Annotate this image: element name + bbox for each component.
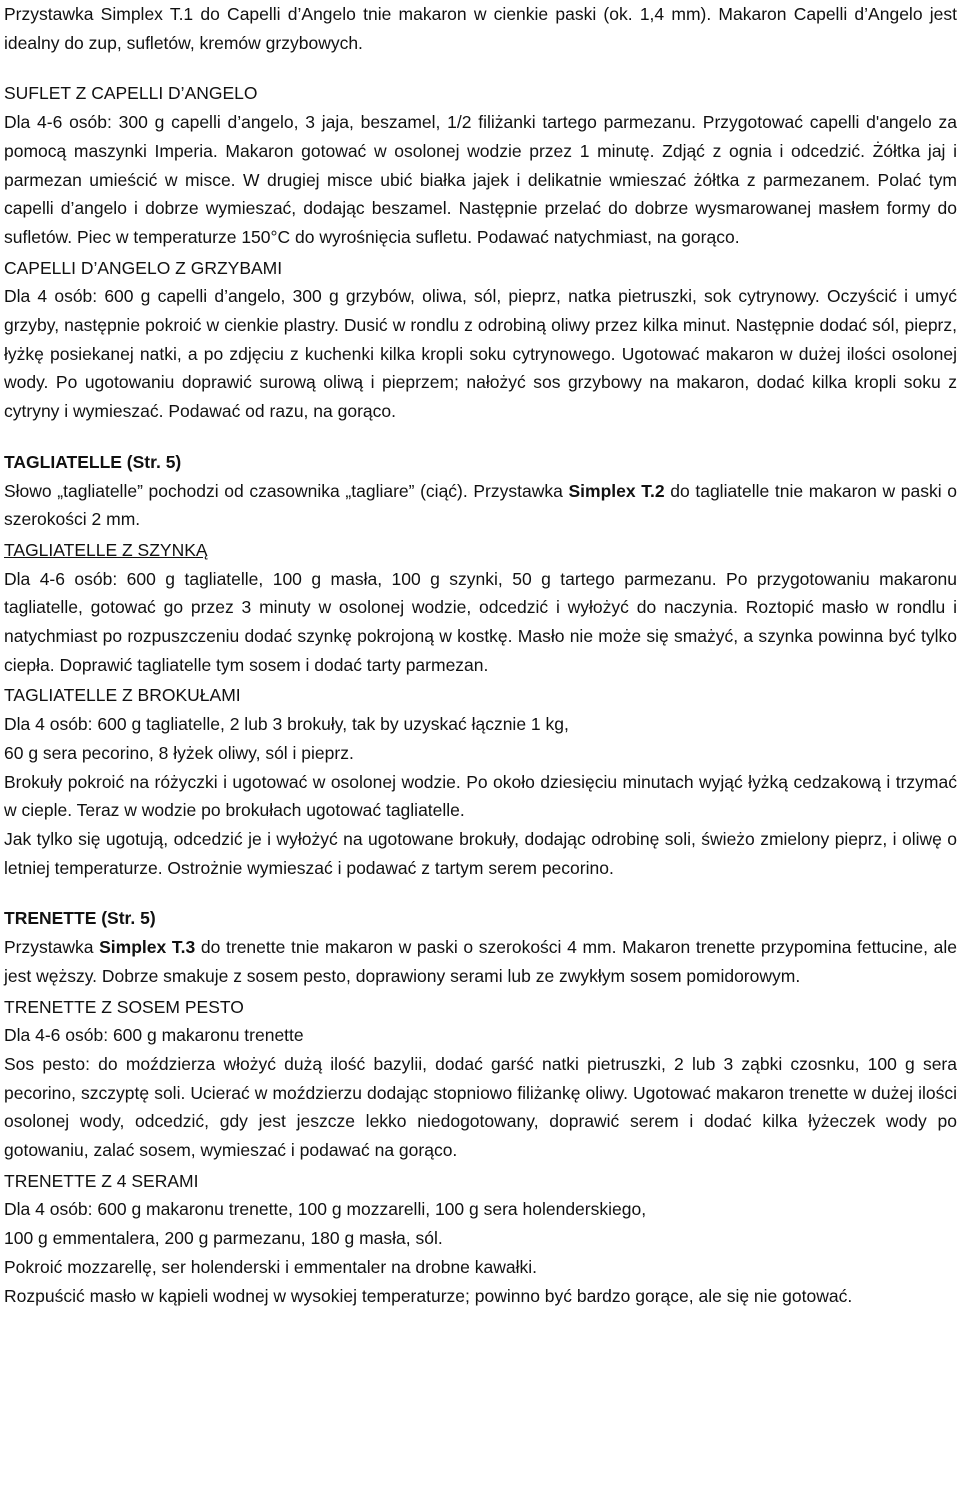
heading-tagliatelle-szynka: TAGLIATELLE Z SZYNKĄ xyxy=(4,539,208,560)
suflet-paragraph: Dla 4-6 osób: 300 g capelli d’angelo, 3 jaja, beszamel, 1/2 filiżanki tartego parmezanu. Przygotować capelli d'angelo za pomocą maszynki Imperia. Makaron gotować w osolonej wodzie przez 1 minutę. Zdjąć z ognia i odcedzić. Żółtka jaj i parmezan umieścić w misce. W drugiej misce ubić białka jajek i delikatnie wmieszać żółtka z parmezanem. Polać tym capelli d’angelo i dobrze wymieszać, dodając beszamel. Następnie przelać do dobrze wysmarowanej masłem formy do sufletów. Piec w temperaturze 150°C do wyrośnięcia sufletu. Podawać natychmiast, na gorąco. xyxy=(4,112,957,247)
trenette-paragraph xyxy=(4,933,957,990)
heading-tagliatelle-brokuly: TAGLIATELLE Z BROKUŁAMI xyxy=(4,685,241,706)
brokuly-ingredients-2: 60 g sera pecorino, 8 łyżek oliwy, sól i pieprz. xyxy=(4,742,354,763)
pesto-ingredients: Dla 4-6 osób: 600 g makaronu trenette xyxy=(4,1025,304,1046)
heading-trenette: TRENETTE (Str. 5) xyxy=(4,908,156,929)
heading-trenette-pesto: TRENETTE Z SOSEM PESTO xyxy=(4,996,244,1017)
tagliatelle-szynka-paragraph: Dla 4-6 osób: 600 g tagliatelle, 100 g masła, 100 g szynki, 50 g tartego parmezanu. Po przygotowaniu makaronu tagliatelle, gotować go przez 3 minuty w osolonej wodzie, odcedzić i wyłożyć do naczynia. Roztopić masło w rondlu i natychmiast po rozpuszczeniu dodać szynkę pokrojoną w kostkę. Masło nie może się smażyć, a szynka powinna być tylko ciepła. Doprawić tagliatelle tym sosem i dodać tarty parmezan. xyxy=(4,568,957,675)
brokuly-step-2: Jak tylko się ugotują, odcedzić je i wyłożyć na ugotowane brokuły, dodając odrobinę soli, świeżo zmielony pieprz, i oliwę o letniej temperaturze. Ostrożnie wymieszać i podawać z tartym serem pecorino. xyxy=(4,828,957,878)
heading-tagliatelle: TAGLIATELLE (Str. 5) xyxy=(4,451,182,472)
heading-trenette-sery: TRENETTE Z 4 SERAMI xyxy=(4,1170,199,1191)
tagliatelle-model: Simplex T.2 xyxy=(568,480,665,501)
trenette-text-b: do trenette tnie makaron w paski o szerokości 4 mm. Makaron trenette przypomina fettucine, ale jest węższy. Dobrze smakuje z sosem pesto, doprawiony serami lub ze zwykłym sosem pomidorowym. xyxy=(4,937,957,986)
sery-step-1: Pokroić mozzarellę, ser holenderski i emmentaler na drobne kawałki. xyxy=(4,1256,538,1277)
spacer xyxy=(4,57,957,77)
tagliatelle-text-b: do tagliatelle tnie makaron w paski o szerokości 2 mm. xyxy=(4,480,958,530)
sery-ingredients-2: 100 g emmentalera, 200 g parmezanu, 180 g masła, sól. xyxy=(4,1228,443,1249)
tagliatelle-paragraph xyxy=(4,477,957,534)
pesto-paragraph: Sos pesto: do moździerza włożyć dużą ilość bazylii, dodać garść natki pietruszki, 2 lub 3 ząbki czosnku, 100 g sera pecorino, szczyptę soli. Ucierać w moździerzu dodając stopniowo filiżankę oliwy. Ugotować makaron trenette w dużej ilości osolonej wody, odcedzić, gdy jest jeszcze lekko niedogotowany, doprawić serem i dodać kilka łyżeczek wody po gotowaniu, zalać sosem, wymieszać i podawać na gorąco. xyxy=(4,1053,957,1161)
sery-ingredients-1: Dla 4 osób: 600 g makaronu trenette, 100 g mozzarelli, 100 g sera holenderskiego, xyxy=(4,1199,647,1220)
spacer xyxy=(4,882,957,902)
spacer xyxy=(4,426,957,446)
trenette-text-a: Przystawka xyxy=(4,937,100,958)
heading-suflet: SUFLET Z CAPELLI D’ANGELO xyxy=(4,83,258,104)
intro-paragraph: Przystawka Simplex T.1 do Capelli d’Angelo tnie makaron w cienkie paski (ok. 1,4 mm). Makaron Capelli d’Angelo jest idealny do zup, sufletów, kremów grzybowych. xyxy=(4,4,957,53)
brokuly-step-1: Brokuły pokroić na różyczki i ugotować w osolonej wodzie. Po około dziesięciu minutach wyjąć łyżką cedzakową i trzymać w cieple. Teraz w wodzie po brokułach ugotować tagliatelle. xyxy=(4,771,957,821)
brokuly-ingredients-1: Dla 4 osób: 600 g tagliatelle, 2 lub 3 brokuły, tak by uzyskać łącznie 1 kg, xyxy=(4,714,569,735)
trenette-model: Simplex T.3 xyxy=(99,937,196,958)
capelli-grzyby-paragraph: Dla 4 osób: 600 g capelli d’angelo, 300 g grzybów, oliwa, sól, pieprz, natka pietruszki, sok cytrynowy. Oczyścić i umyć grzyby, następnie pokroić w cienkie plastry. Dusić w rondlu z odrobiną oliwy przez kilka minut. Następnie dodać sól, pieprz, łyżkę posiekanej natki, a po zdjęciu z kuchenki kilka kropli soku cytrynowego. Ugotować makaron w dużej ilości osolonej wody. Po ugotowaniu doprawić surową oliwą i pieprzem; nałożyć sos grzybowy na makaron, dodać kilka kropli soku z cytryny i wymieszać. Podawać od razu, na gorąco. xyxy=(4,286,957,422)
sery-step-2: Rozpuścić masło w kąpieli wodnej w wysokiej temperaturze; powinno być bardzo gorące, ale się nie gotować. xyxy=(4,1285,853,1306)
heading-capelli-grzyby: CAPELLI D’ANGELO Z GRZYBAMI xyxy=(4,257,283,278)
tagliatelle-text-a: Słowo „tagliatelle” pochodzi od czasownika „tagliare” (ciąć). Przystawka xyxy=(4,480,569,501)
